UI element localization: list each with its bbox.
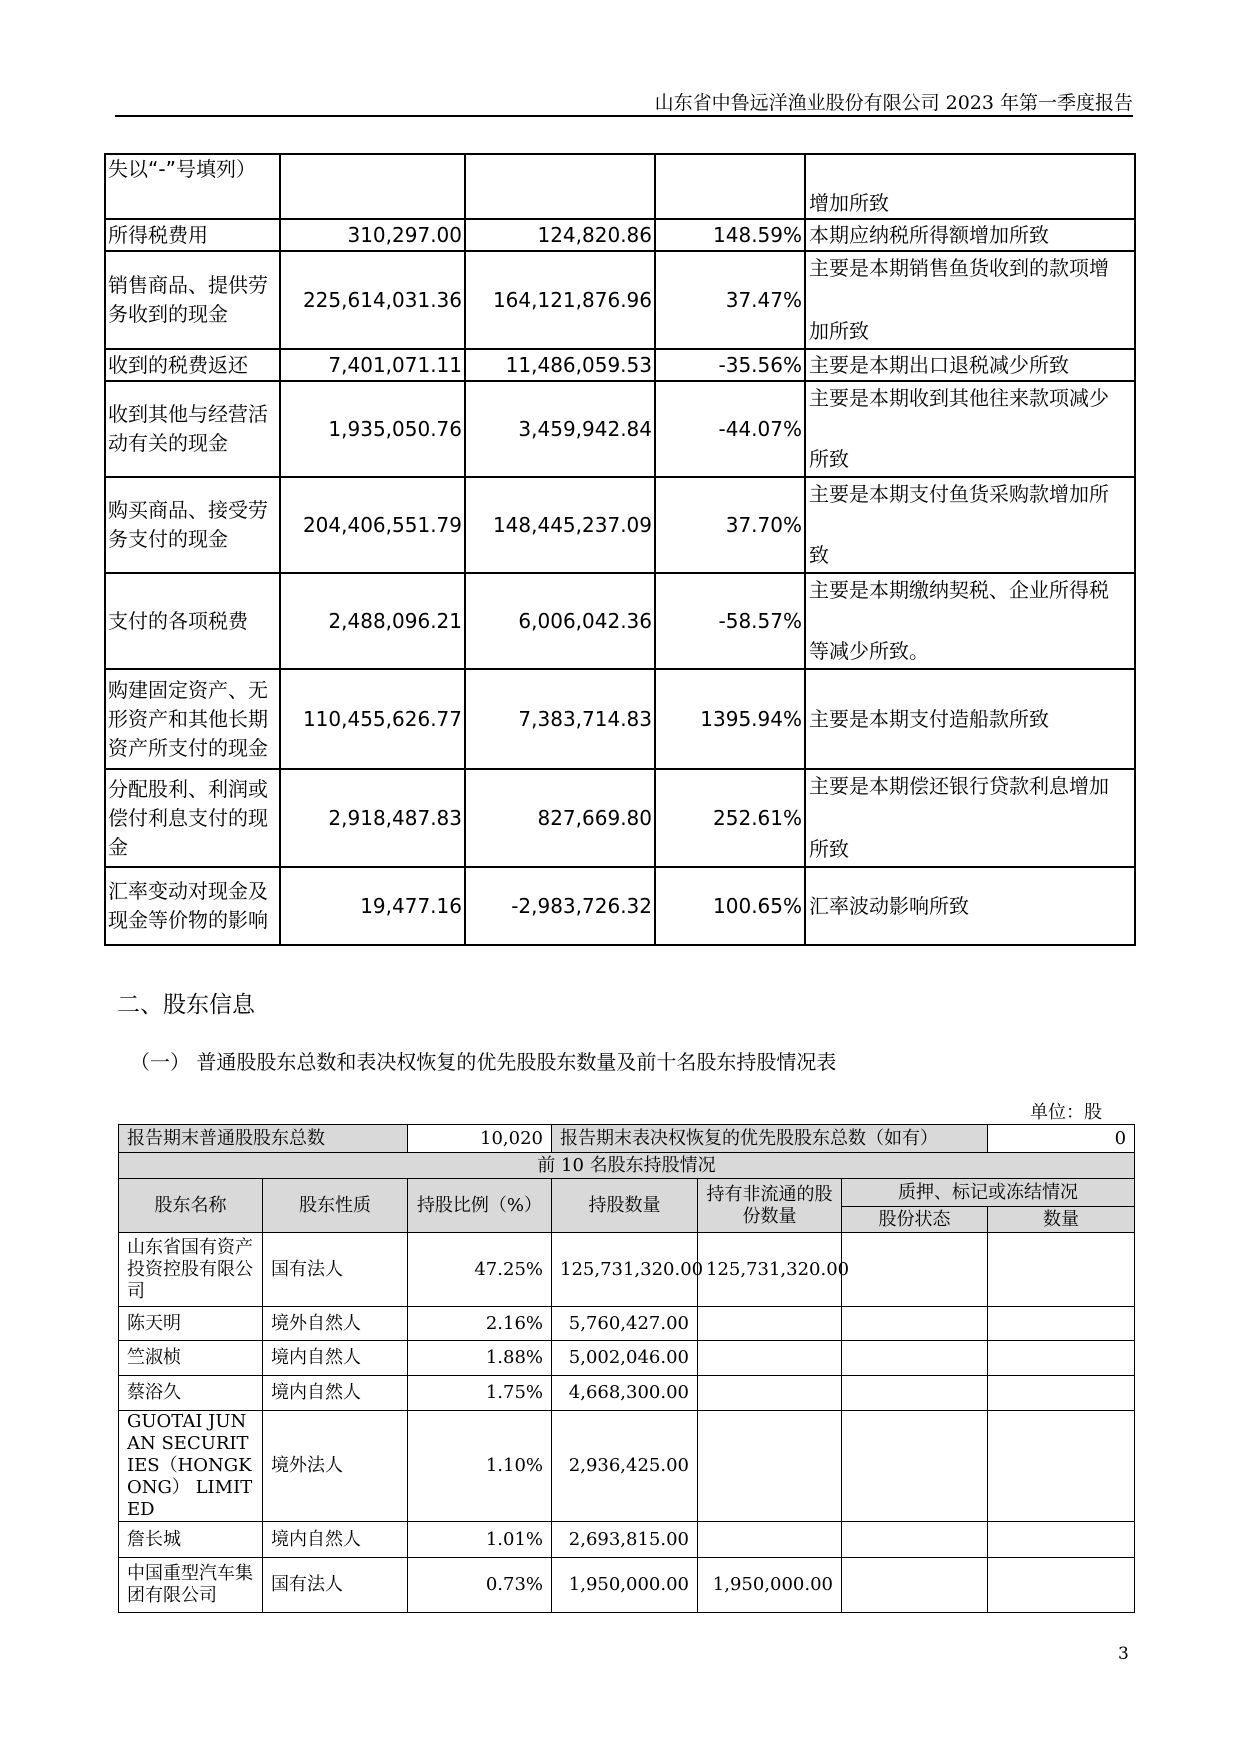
shareholder-restricted — [698, 1411, 842, 1522]
shareholder-nature: 境外法人 — [263, 1411, 408, 1522]
shareholder-name: 竺淑桢 — [119, 1341, 263, 1376]
cash-flow-variance-table — [104, 153, 1136, 946]
change-reason — [805, 573, 1135, 669]
pledge-status — [842, 1307, 988, 1341]
col-header-pledge-qty: 数量 — [988, 1207, 1135, 1233]
change-percent: -44.07% — [655, 381, 805, 477]
reason-line: 主要是本期缴纳契税、企业所得税 — [809, 578, 1109, 602]
change-percent: 37.47% — [655, 251, 805, 349]
reason-line: 主要是本期偿还银行贷款利息增加 — [809, 774, 1109, 798]
page-number: 3 — [1118, 1644, 1129, 1664]
pledge-qty — [988, 1307, 1135, 1341]
reason-line: 加所致 — [809, 319, 869, 343]
previous-value: -2,983,726.32 — [465, 867, 655, 945]
change-reason — [805, 769, 1135, 867]
table-row — [105, 381, 1135, 477]
total-holders-label: 报告期末普通股股东总数 — [119, 1125, 408, 1153]
reason-line: 主要是本期支付鱼货采购款增加所 — [809, 482, 1109, 506]
current-value: 110,455,626.77 — [280, 669, 465, 769]
page-header-title: 山东省中鲁远洋渔业股份有限公司 2023 年第一季度报告 — [654, 92, 1133, 114]
pledge-status — [842, 1522, 988, 1558]
shareholder-restricted — [698, 1522, 842, 1558]
shareholder-restricted — [698, 1307, 842, 1341]
table-row — [105, 251, 1135, 349]
row-label: 收到的税费返还 — [105, 349, 280, 381]
change-reason — [805, 251, 1135, 349]
shareholder-nature: 境内自然人 — [263, 1376, 408, 1411]
preferred-holders-label: 报告期末表决权恢复的优先股股东总数（如有） — [552, 1125, 988, 1153]
table-row — [105, 573, 1135, 669]
shareholder-restricted: 1,950,000.00 — [698, 1558, 842, 1613]
section-title: 二、股东信息 — [117, 992, 255, 1018]
reason-line: 致 — [809, 543, 829, 567]
top10-title-row — [119, 1153, 1135, 1179]
shareholder-nature: 境外自然人 — [263, 1307, 408, 1341]
change-reason — [805, 477, 1135, 573]
change-reason: 增加所致 — [805, 154, 1135, 219]
pledge-status — [842, 1558, 988, 1613]
table-row — [105, 349, 1135, 381]
section-subtitle: （一） 普通股股东总数和表决权恢复的优先股股东数量及前十名股东持股情况表 — [130, 1050, 837, 1074]
header-divider — [115, 115, 1133, 117]
shareholder-shares: 5,002,046.00 — [552, 1341, 698, 1376]
change-percent: 37.70% — [655, 477, 805, 573]
current-value: 7,401,071.11 — [280, 349, 465, 381]
current-value: 310,297.00 — [280, 219, 465, 251]
shareholder-restricted — [698, 1341, 842, 1376]
table-row — [105, 219, 1135, 251]
shareholder-shares: 1,950,000.00 — [552, 1558, 698, 1613]
shareholder-ratio: 1.88% — [408, 1341, 552, 1376]
row-label: 汇率变动对现金及现金等价物的影响 — [105, 867, 280, 945]
shareholder-nature: 国有法人 — [263, 1233, 408, 1307]
reason-line: 所致 — [809, 447, 849, 471]
change-reason: 汇率波动影响所致 — [805, 867, 1135, 945]
shareholder-name: 詹长城 — [119, 1522, 263, 1558]
pledge-status — [842, 1411, 988, 1522]
previous-value: 164,121,876.96 — [465, 251, 655, 349]
col-header-ratio: 持股比例（%） — [408, 1179, 552, 1233]
previous-value: 6,006,042.36 — [465, 573, 655, 669]
previous-value: 827,669.80 — [465, 769, 655, 867]
preferred-holders-value: 0 — [988, 1125, 1135, 1153]
row-label: 支付的各项税费 — [105, 573, 280, 669]
row-label: 购建固定资产、无形资产和其他长期资产所支付的现金 — [105, 669, 280, 769]
table-row — [119, 1522, 1135, 1558]
change-reason: 主要是本期支付造船款所致 — [805, 669, 1135, 769]
shareholder-restricted: 125,731,320.00 — [698, 1233, 842, 1307]
current-value: 2,918,487.83 — [280, 769, 465, 867]
change-percent: 1395.94% — [655, 669, 805, 769]
header-row — [119, 1179, 1135, 1207]
summary-row — [119, 1125, 1135, 1153]
shareholder-table — [118, 1124, 1135, 1613]
row-label: 收到其他与经营活动有关的现金 — [105, 381, 280, 477]
previous-value — [465, 154, 655, 219]
col-header-restricted: 持有非流通的股份数量 — [698, 1179, 842, 1233]
reason-line: 等减少所致。 — [809, 639, 929, 663]
previous-value: 7,383,714.83 — [465, 669, 655, 769]
current-value — [280, 154, 465, 219]
shareholder-name: 蔡浴久 — [119, 1376, 263, 1411]
change-percent: -58.57% — [655, 573, 805, 669]
shareholder-restricted — [698, 1376, 842, 1411]
shareholder-ratio: 0.73% — [408, 1558, 552, 1613]
shareholder-shares: 4,668,300.00 — [552, 1376, 698, 1411]
current-value: 19,477.16 — [280, 867, 465, 945]
shareholder-name: 陈天明 — [119, 1307, 263, 1341]
change-reason: 本期应纳税所得额增加所致 — [805, 219, 1135, 251]
top10-title: 前 10 名股东持股情况 — [119, 1153, 1135, 1179]
shareholder-ratio: 47.25% — [408, 1233, 552, 1307]
shareholder-name: 山东省国有资产投资控股有限公司 — [119, 1233, 263, 1307]
shareholder-shares: 5,760,427.00 — [552, 1307, 698, 1341]
shareholder-ratio: 1.10% — [408, 1411, 552, 1522]
pledge-qty — [988, 1522, 1135, 1558]
pledge-status — [842, 1341, 988, 1376]
pledge-qty — [988, 1233, 1135, 1307]
table-row — [119, 1341, 1135, 1376]
previous-value: 148,445,237.09 — [465, 477, 655, 573]
table-row — [105, 769, 1135, 867]
table-row — [119, 1558, 1135, 1613]
shareholder-name: 中国重型汽车集团有限公司 — [119, 1558, 263, 1613]
change-percent: -35.56% — [655, 349, 805, 381]
row-label: 所得税费用 — [105, 219, 280, 251]
change-percent: 148.59% — [655, 219, 805, 251]
current-value: 1,935,050.76 — [280, 381, 465, 477]
pledge-qty — [988, 1411, 1135, 1522]
current-value: 2,488,096.21 — [280, 573, 465, 669]
row-label: 销售商品、提供劳务收到的现金 — [105, 251, 280, 349]
shareholder-shares: 2,693,815.00 — [552, 1522, 698, 1558]
table-row — [105, 669, 1135, 769]
table-row — [119, 1411, 1135, 1522]
change-percent: 100.65% — [655, 867, 805, 945]
row-label: 失以“-”号填列） — [105, 154, 280, 219]
shareholder-nature: 国有法人 — [263, 1558, 408, 1613]
current-value: 225,614,031.36 — [280, 251, 465, 349]
shareholder-shares: 125,731,320.00 — [552, 1233, 698, 1307]
table-row — [119, 1307, 1135, 1341]
col-header-name: 股东名称 — [119, 1179, 263, 1233]
previous-value: 124,820.86 — [465, 219, 655, 251]
pledge-qty — [988, 1341, 1135, 1376]
shareholder-ratio: 1.75% — [408, 1376, 552, 1411]
previous-value: 11,486,059.53 — [465, 349, 655, 381]
reason-line: 主要是本期收到其他往来款项减少 — [809, 386, 1109, 410]
unit-label: 单位：股 — [1030, 1102, 1102, 1123]
pledge-status — [842, 1376, 988, 1411]
shareholder-ratio: 1.01% — [408, 1522, 552, 1558]
shareholder-ratio: 2.16% — [408, 1307, 552, 1341]
col-header-shares: 持股数量 — [552, 1179, 698, 1233]
table-row — [105, 477, 1135, 573]
change-percent: 252.61% — [655, 769, 805, 867]
pledge-qty — [988, 1558, 1135, 1613]
row-label: 分配股利、利润或偿付利息支付的现金 — [105, 769, 280, 867]
col-header-pledge: 质押、标记或冻结情况 — [842, 1179, 1135, 1207]
change-percent — [655, 154, 805, 219]
shareholder-nature: 境内自然人 — [263, 1341, 408, 1376]
pledge-qty — [988, 1376, 1135, 1411]
shareholder-name: GUOTAI JUNAN SECURITIES（HONGKONG） LIMITED — [119, 1411, 263, 1522]
change-reason: 主要是本期出口退税减少所致 — [805, 349, 1135, 381]
table-row — [105, 154, 1135, 219]
row-label: 购买商品、接受劳务支付的现金 — [105, 477, 280, 573]
change-reason — [805, 381, 1135, 477]
previous-value: 3,459,942.84 — [465, 381, 655, 477]
current-value: 204,406,551.79 — [280, 477, 465, 573]
table-row — [119, 1233, 1135, 1307]
col-header-nature: 股东性质 — [263, 1179, 408, 1233]
shareholder-nature: 境内自然人 — [263, 1522, 408, 1558]
col-header-pledge-status: 股份状态 — [842, 1207, 988, 1233]
table-row — [105, 867, 1135, 945]
reason-line: 所致 — [809, 837, 849, 861]
reason-line: 主要是本期销售鱼货收到的款项增 — [809, 256, 1109, 280]
total-holders-value: 10,020 — [408, 1125, 552, 1153]
table-row — [119, 1376, 1135, 1411]
pledge-status — [842, 1233, 988, 1307]
shareholder-shares: 2,936,425.00 — [552, 1411, 698, 1522]
